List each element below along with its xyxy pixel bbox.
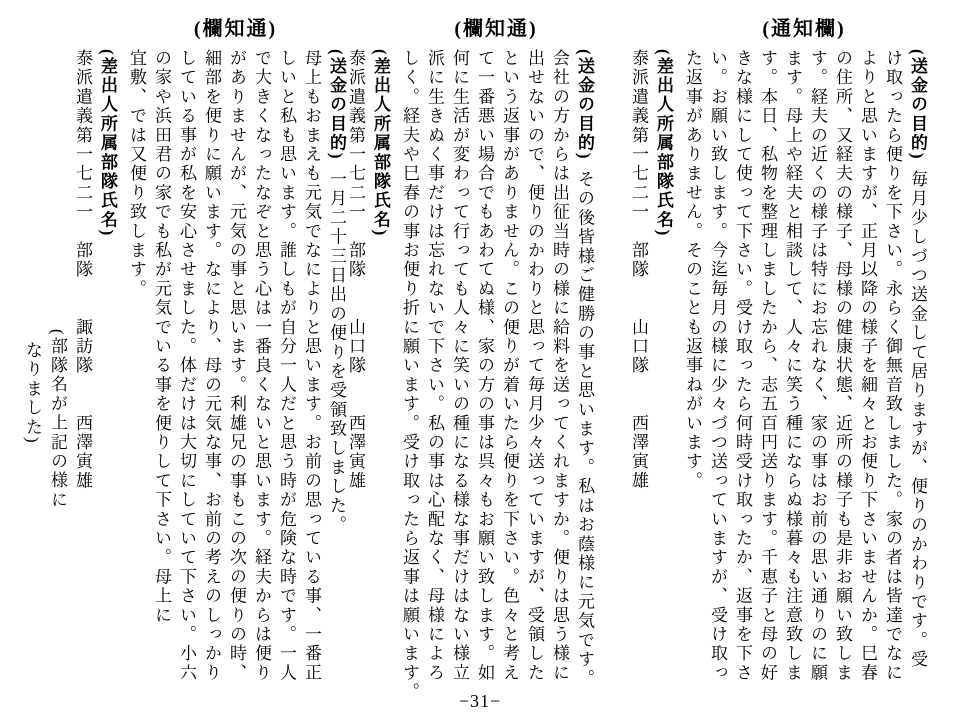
sender-unit-value: 泰派遣義第一七二一 部隊 諏訪隊 西澤寅雄: [73, 49, 92, 491]
section-header: (通知欄): [762, 18, 846, 40]
purpose-label: (送金の目的): [908, 49, 927, 161]
sender-unit-label: (差出人所属部隊氏名): [98, 49, 117, 238]
section-notice-right: [628, 12, 930, 715]
purpose-label: (送金の目的): [327, 49, 346, 161]
body-column: 細部を便りに願います。なにより、母の元気な事、お前の考えのしっかり: [202, 49, 221, 683]
body-column-text: 一月二十三日出の便りを受領致しました。: [327, 169, 346, 535]
body-column: す。経夫の近くの様子は特にお忘れなく、家の事はお前の思い通りのに願: [808, 49, 827, 683]
body-column: の家や浜田君の家でも私が元気でいる事を便りして下さい。母上に: [152, 49, 171, 625]
page-number: −31−: [458, 691, 502, 711]
unit-note: なりました): [23, 341, 42, 445]
body-column: い。お願い致します。今迄毎月の様に少々づつ送っていますが、受け取っ: [708, 49, 727, 683]
body-column: [572, 49, 597, 715]
vertical-text-block: [24, 49, 349, 715]
body-column-text: 毎月少しづつ送金して居りますが、便りのかわりです。受: [908, 169, 927, 669]
body-column: している事が私を安心させました。体だけは大切にしていて下さい。小六: [177, 49, 196, 683]
body-column: ます。母上や経夫と相談して、人々に笑う種にならぬ様暮々も注意致しま: [783, 49, 802, 683]
body-column: [905, 49, 930, 715]
vertical-text-block: [630, 49, 930, 715]
body-column: 出せないので、便りのかわりと思って毎月少々送っていますが、受領した: [525, 49, 544, 683]
body-column: しいと私も思います。誰しもが自分一人だと思う時が危険な時です。一人: [277, 49, 296, 683]
sender-unit-label: (差出人所属部隊氏名): [371, 49, 390, 238]
body-column: 母上もおまえも元気でなによりと思います。お前の思っている事、一番正: [302, 49, 321, 683]
body-column: がありませんが、元気の事と思います。利雄兄の事もこの次の便りの時、: [227, 49, 246, 683]
section-header: (欄知通): [193, 18, 278, 40]
body-column: という返事がありません。この便りが着いたら便りを下さい。色々と考え: [500, 49, 519, 683]
body-column: す。本日、私物を整理しましたから、志五百円送ります。千恵子と母の好: [758, 49, 777, 683]
vertical-text-block: [347, 49, 597, 715]
body-column: 派に生きぬく事だけは忘れないで下さい。私の事は心配なく、母様によろ: [425, 49, 444, 683]
body-column: け取ったら便りを下さい。永らく御無音致しました。家の者は皆達でなに: [883, 49, 902, 683]
body-column: きな様にして使って下さい。受け取ったら何時受け取ったか、返事を下さ: [733, 49, 752, 683]
sender-unit-value: 泰派遣義第一七二一 部隊 山口隊 西澤寅雄: [346, 49, 365, 491]
body-column: の住所、又経夫の様子、母様の健康状態、近所の様子も是非お願い致しま: [833, 49, 852, 683]
body-column: よりと思いますが、正月以降の様子を細々とお便り下さいませんか。巳春: [858, 49, 877, 683]
body-column: [324, 49, 349, 715]
section-notice-left: [22, 12, 349, 715]
section-notice-middle: [345, 12, 597, 715]
body-column: 会社の方からは出征当時の様に給料を送ってくれますか。便りは思う様に: [550, 49, 569, 683]
body-column-text: その後皆様ご健勝の事と思います。私はお蔭様に元気です。: [575, 169, 594, 689]
body-column: しく。経夫や巳春の事お便り折に願います。受け取ったら返事は願います。: [400, 49, 419, 702]
body-column: 何に生活が変わって行っても人々に笑いの種になる様な事だけはない様立: [450, 49, 469, 683]
sender-unit-label: (差出人所属部隊氏名): [654, 49, 673, 238]
body-column: 宜敷、では又便り致します。: [127, 49, 146, 299]
section-header: (欄知通): [454, 18, 538, 40]
sender-unit-value: 泰派遣義第一七二一 部隊 山口隊 西澤寅雄: [629, 49, 648, 491]
purpose-label: (送金の目的): [575, 49, 594, 161]
body-column: た返事がありません。そのことも返事ねがいます。: [683, 49, 702, 491]
unit-note: (部隊名が上記の様に: [48, 329, 67, 510]
body-column: て一番悪い場合でもあわてぬ様、家の方の事は呉々もお願い致します。如: [475, 49, 494, 683]
body-column: で大きくなったなぞと思う心は一番良くないと思います。経夫からは便り: [252, 49, 271, 683]
